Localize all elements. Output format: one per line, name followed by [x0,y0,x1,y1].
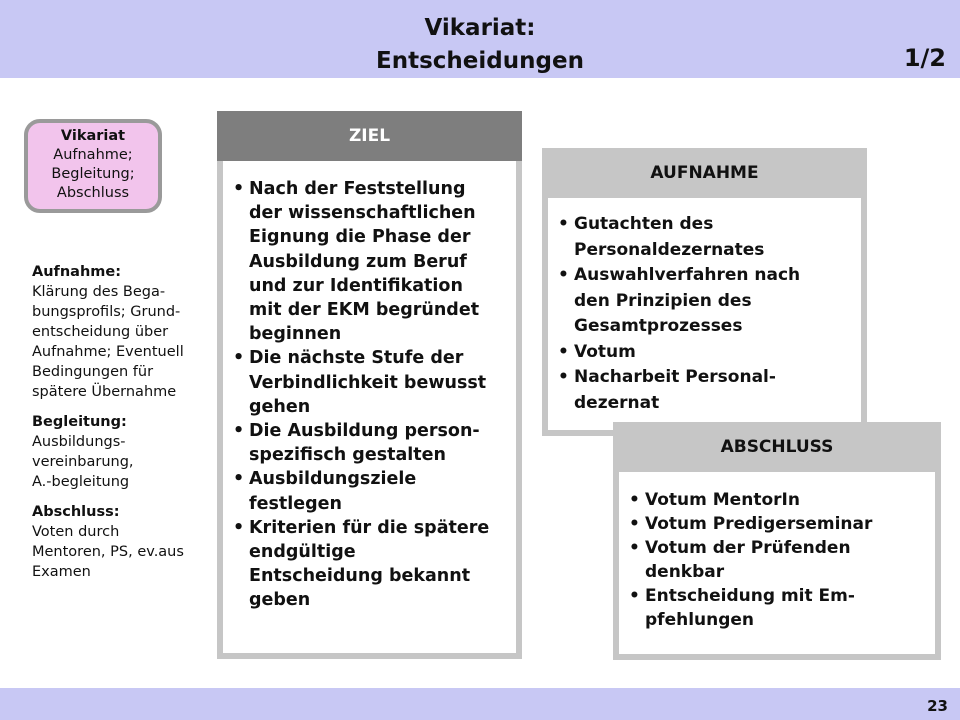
note-abschluss [32,502,212,582]
note-line: Ausbildungs- [32,434,126,450]
aufnahme-panel [542,148,867,436]
ziel-heading: ZIEL [217,111,522,161]
abschluss-item-line: • Votum Predigerseminar [645,514,873,534]
abschluss-item-line: pfehlungen [645,610,755,630]
ziel-item [231,346,506,419]
page-indicator: 1/2 [903,44,946,72]
ziel-list [231,177,506,613]
aufnahme-item [556,340,853,366]
footer-band [0,688,960,720]
ziel-item-line: • Nach der Feststellung [249,179,466,199]
abschluss-item [627,536,927,584]
ziel-item-line: Entscheidung bekannt [249,566,471,587]
note-line: bungsprofils; Grund- [32,304,181,320]
note-line: Klärung des Bega- [32,284,166,300]
ziel-item [231,516,506,613]
title-line-2: Entscheidungen [376,48,584,74]
vikariat-box-line: Begleitung; [51,166,135,182]
ziel-item-line: und zur Identifikation [249,275,463,296]
aufnahme-item-line: dezernat [574,392,660,413]
aufnahme-content [548,198,861,430]
note-line: Mentoren, PS, ev.aus [32,544,184,560]
note-line: spätere Übernahme [32,384,177,400]
ziel-item-line: mit der EKM begründet [249,300,480,321]
abschluss-list [627,488,927,632]
note-line: Examen [32,564,91,580]
side-notes [32,262,212,592]
aufnahme-heading: AUFNAHME [650,163,759,183]
vikariat-box [24,119,162,213]
ziel-item-line: • Die Ausbildung person- [249,421,480,442]
aufnahme-item-line: den Prinzipien des [574,290,752,311]
aufnahme-item-line: • Nacharbeit Personal- [574,367,776,387]
note-line: vereinbarung, [32,454,134,470]
title-line-1: Vikariat: [424,15,536,41]
abschluss-item-line: • Votum MentorIn [645,490,800,510]
abschluss-item-line: • Votum der Prüfenden [645,538,851,558]
note-line: Voten durch [32,524,120,540]
ziel-item-line: Eignung die Phase der [249,227,471,248]
aufnahme-item [556,263,853,340]
slide-number: 23 [927,697,948,715]
aufnahme-item-line: • Votum [574,341,636,362]
vikariat-box-line: Abschluss [56,185,130,201]
aufnahme-item-line: • Gutachten des [574,214,714,234]
abschluss-item-line: denkbar [645,562,725,582]
abschluss-heading: ABSCHLUSS [720,437,834,457]
aufnahme-item-line: • Auswahlverfahren nach [574,265,801,285]
note-aufnahme [32,262,212,402]
note-heading: Aufnahme: [32,264,122,280]
note-heading: Begleitung: [32,414,127,430]
aufnahme-item-line: Personaldezernates [574,239,765,260]
slide-title [280,12,680,78]
ziel-item-line: spezifisch gestalten [249,445,446,466]
aufnahme-item [556,365,853,416]
abschluss-panel [613,422,941,660]
abschluss-item [627,488,927,512]
ziel-item-line: festlegen [249,493,342,514]
aufnahme-item-line: Gesamtprozesses [574,316,743,336]
note-line: entscheidung über [32,324,169,340]
aufnahme-item [556,212,853,263]
aufnahme-list [556,212,853,416]
ziel-item-line: beginnen [249,324,342,345]
ziel-item-line: der wissenschaftlichen [249,203,476,224]
ziel-item [231,467,506,515]
vikariat-box-title: Vikariat [60,128,126,144]
note-begleitung [32,412,212,492]
ziel-item [231,419,506,467]
note-line: Bedingungen für [32,364,154,380]
abschluss-item [627,512,927,536]
ziel-item-line: endgültige [249,542,356,563]
ziel-item [231,177,506,346]
abschluss-content [619,472,935,654]
ziel-panel [217,111,522,659]
ziel-item-line: Ausbildung zum Beruf [249,251,467,272]
ziel-content [223,161,516,653]
note-line: A.-begleitung [32,474,130,490]
ziel-item-line: • Ausbildungsziele [249,469,417,490]
vikariat-box-line: Aufnahme; [53,147,133,163]
ziel-item-line: geben [249,590,311,611]
note-heading: Abschluss: [32,504,120,520]
abschluss-item [627,584,927,632]
ziel-item-line: gehen [249,396,311,417]
ziel-item-line: • Die nächste Stufe der [249,348,464,369]
abschluss-item-line: • Entscheidung mit Em- [645,586,855,606]
ziel-item-line: • Kriterien für die spätere [249,517,490,538]
ziel-item-line: Verbindlichkeit bewusst [249,372,487,393]
note-line: Aufnahme; Eventuell [32,344,184,360]
